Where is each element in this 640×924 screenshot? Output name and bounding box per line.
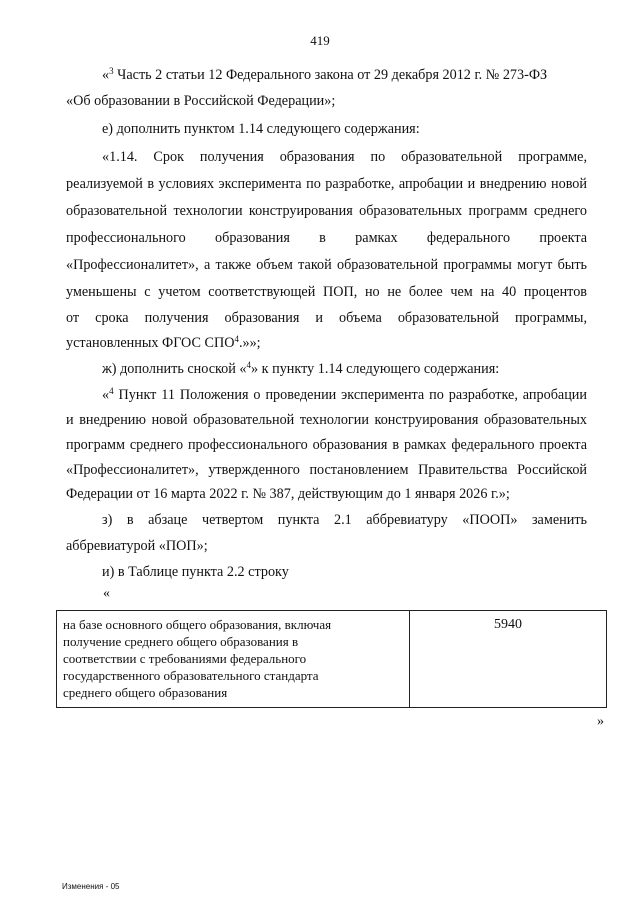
footnote-4-line-2: и внедрению новой образовательной технологии конструирования образовательных [66, 412, 587, 428]
table-cell-line: государственного образовательного стандарта [63, 668, 319, 683]
table-cell-line: на базе основного общего образования, включая [63, 617, 332, 632]
p114-line-2: реализуемой в условиях эксперимента по разработке, апробации и внедрению новой [66, 176, 587, 192]
p114-line-5: «Профессионалитет», а также объем такой образовательной программы могут быть [66, 257, 587, 273]
table-quote-close: » [597, 714, 604, 729]
footnote-4-marker: 4 [109, 386, 114, 396]
footnote-4-line-3: программ среднего профессионального образования в рамках федерального проекта [66, 437, 587, 453]
footnote-3-line-1: «$^3$ Часть 2 статьи 12 Федерального закона от 29 декабря 2012 г. № 273-ФЗ [102, 66, 548, 83]
table-cell-value: 5940 [410, 611, 607, 708]
item-e: е) дополнить пунктом 1.14 следующего содержания: [102, 121, 420, 137]
p114-line-3: образовательной технологии конструирования образовательных программ среднего [66, 203, 587, 219]
table-cell-line: получение среднего общего образования в [63, 634, 299, 649]
item-zh: ж) дополнить сноской «$^4$» к пункту 1.14 следующего содержания: [102, 360, 500, 377]
table-cell-description [57, 611, 410, 708]
table-cell-line: соответствии с требованиями федерального [63, 651, 307, 666]
p114-line-7: от срока получения образования и объема образовательной программы, [66, 310, 587, 326]
table-row-excerpt [56, 610, 607, 708]
p114-line-8: установленных ФГОС СПО$^4$.»»; [66, 334, 261, 351]
page-number: 419 [310, 33, 330, 48]
footnote-4-line-1: «$^4$ Пункт 11 Положения о проведении эксперимента по разработке, апробации [102, 386, 587, 403]
footnote-3-line-2: «Об образовании в Российской Федерации»; [66, 93, 336, 109]
item-i: и) в Таблице пункта 2.2 строку [102, 564, 289, 580]
footnote-4-ref: 4 [234, 334, 239, 344]
footnote-3-marker: 3 [109, 66, 114, 76]
page-footer: Изменения - 05 [62, 882, 120, 891]
item-z-line-2: аббревиатурой «ПОП»; [66, 538, 208, 554]
table-cell-line: среднего общего образования [63, 685, 228, 700]
item-z-line-1: з) в абзаце четвертом пункта 2.1 аббревиатуру «ПООП» заменить [102, 512, 587, 528]
p114-line-4: профессионального образования в рамках федерального проекта [66, 230, 587, 246]
table-row [57, 611, 607, 708]
p114-line-1: «1.14. Срок получения образования по образовательной программе, [102, 149, 587, 165]
p114-line-6: уменьшены с учетом соответствующей ПОП, но не более чем на 40 процентов [66, 284, 587, 300]
footnote-4-line-4: «Профессионалитет», утвержденного постановлением Правительства Российской [66, 462, 587, 478]
table-quote-open: « [103, 586, 110, 601]
footnote-4-line-5: Федерации от 16 марта 2022 г. № 387, действующим до 1 января 2026 г.»; [66, 486, 510, 502]
